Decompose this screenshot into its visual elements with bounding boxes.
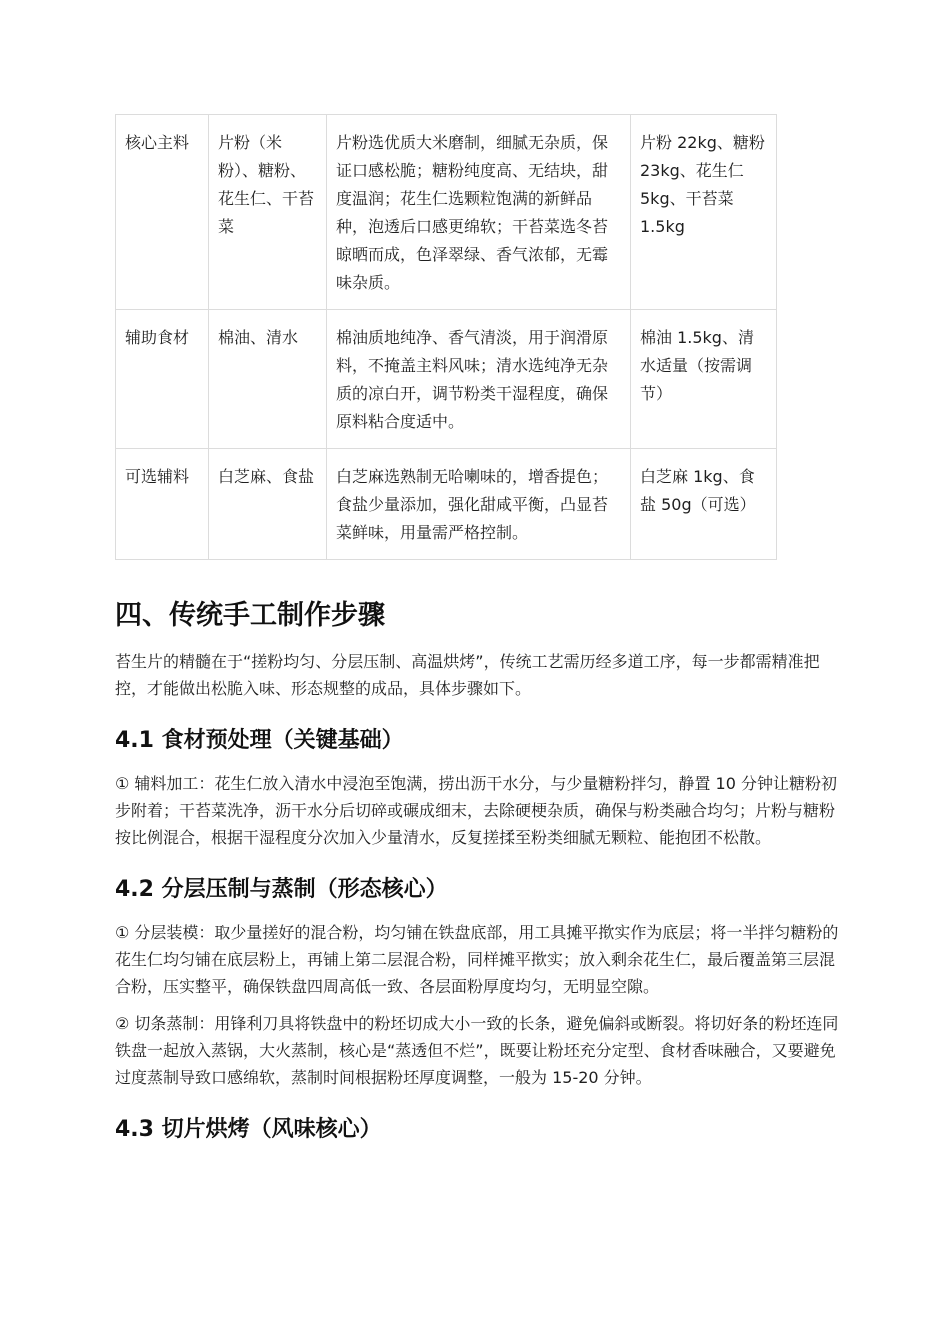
items-cell: 棉油、清水 bbox=[209, 310, 327, 449]
items-cell: 白芝麻、食盐 bbox=[209, 449, 327, 560]
category-cell: 可选辅料 bbox=[116, 449, 209, 560]
section-heading: 四、传统手工制作步骤 bbox=[115, 600, 385, 631]
description-cell: 白芝麻选熟制无哈喇味的，增香提色；食盐少量添加，强化甜咸平衡，凸显苔菜鲜味，用量需严格控制。 bbox=[327, 449, 631, 560]
description-cell: 棉油质地纯净、香气清淡，用于润滑原料，不掩盖主料风味；清水选纯净无杂质的凉白开，调节粉类干湿程度，确保原料粘合度适中。 bbox=[327, 310, 631, 449]
category-cell: 核心主料 bbox=[116, 115, 209, 310]
items-cell: 片粉（米粉）、糖粉、花生仁、干苔菜 bbox=[209, 115, 327, 310]
table-row bbox=[116, 449, 777, 560]
table-row bbox=[116, 115, 777, 310]
section-intro: 苔生片的精髓在于“搓粉均匀、分层压制、高温烘烤”，传统工艺需历经多道工序，每一步都需精准把控，才能做出松脆入味、形态规整的成品，具体步骤如下。 bbox=[115, 652, 820, 698]
ingredients-table bbox=[115, 114, 777, 560]
paragraph: ② 切条蒸制：用锋利刀具将铁盘中的粉坯切成大小一致的长条，避免偏斜或断裂。将切好条的粉坯连同铁盘一起放入蒸锅，大火蒸制，核心是“蒸透但不烂”，既要让粉坯充分定型、食材香味融合，又要避免过度蒸制导致口感绵软，蒸制时间根据粉坯厚度调整，一般为 15-20 分钟。 bbox=[115, 1014, 839, 1087]
amount-cell: 棉油 1.5kg、清水适量（按需调节） bbox=[631, 310, 777, 449]
amount-cell: 片粉 22kg、糖粉 23kg、花生仁 5kg、干苔菜 1.5kg bbox=[631, 115, 777, 310]
amount-cell: 白芝麻 1kg、食盐 50g（可选） bbox=[631, 449, 777, 560]
paragraph: ① 辅料加工：花生仁放入清水中浸泡至饱满，捞出沥干水分，与少量糖粉拌匀，静置 10 分钟让糖粉初步附着；干苔菜洗净，沥干水分后切碎或碾成细末，去除硬梗杂质，确保与粉类融合均匀；片粉与糖粉按比例混合，根据干湿程度分次加入少量清水，反复搓揉至粉类细腻无颗粒、能抱团不松散。 bbox=[115, 774, 837, 847]
description-cell: 片粉选优质大米磨制，细腻无杂质，保证口感松脆；糖粉纯度高、无结块，甜度温润；花生仁选颗粒饱满的新鲜品种，泡透后口感更绵软；干苔菜选冬苔晾晒而成，色泽翠绿、香气浓郁，无霉味杂质。 bbox=[327, 115, 631, 310]
subsection-heading: 4.1 食材预处理（关键基础） bbox=[115, 728, 404, 753]
category-cell: 辅助食材 bbox=[116, 310, 209, 449]
paragraph: ① 分层装模：取少量搓好的混合粉，均匀铺在铁盘底部，用工具摊平揿实作为底层；将一半拌匀糖粉的花生仁均匀铺在底层粉上，再铺上第二层混合粉，同样摊平揿实；放入剩余花生仁，最后覆盖第三层混合粉，压实整平，确保铁盘四周高低一致、各层面粉厚度均匀，无明显空隙。 bbox=[115, 923, 839, 996]
table-row bbox=[116, 310, 777, 449]
subsection-heading: 4.2 分层压制与蒸制（形态核心） bbox=[115, 877, 448, 902]
document-page bbox=[115, 114, 845, 1159]
subsection-heading: 4.3 切片烘烤（风味核心） bbox=[115, 1117, 382, 1142]
